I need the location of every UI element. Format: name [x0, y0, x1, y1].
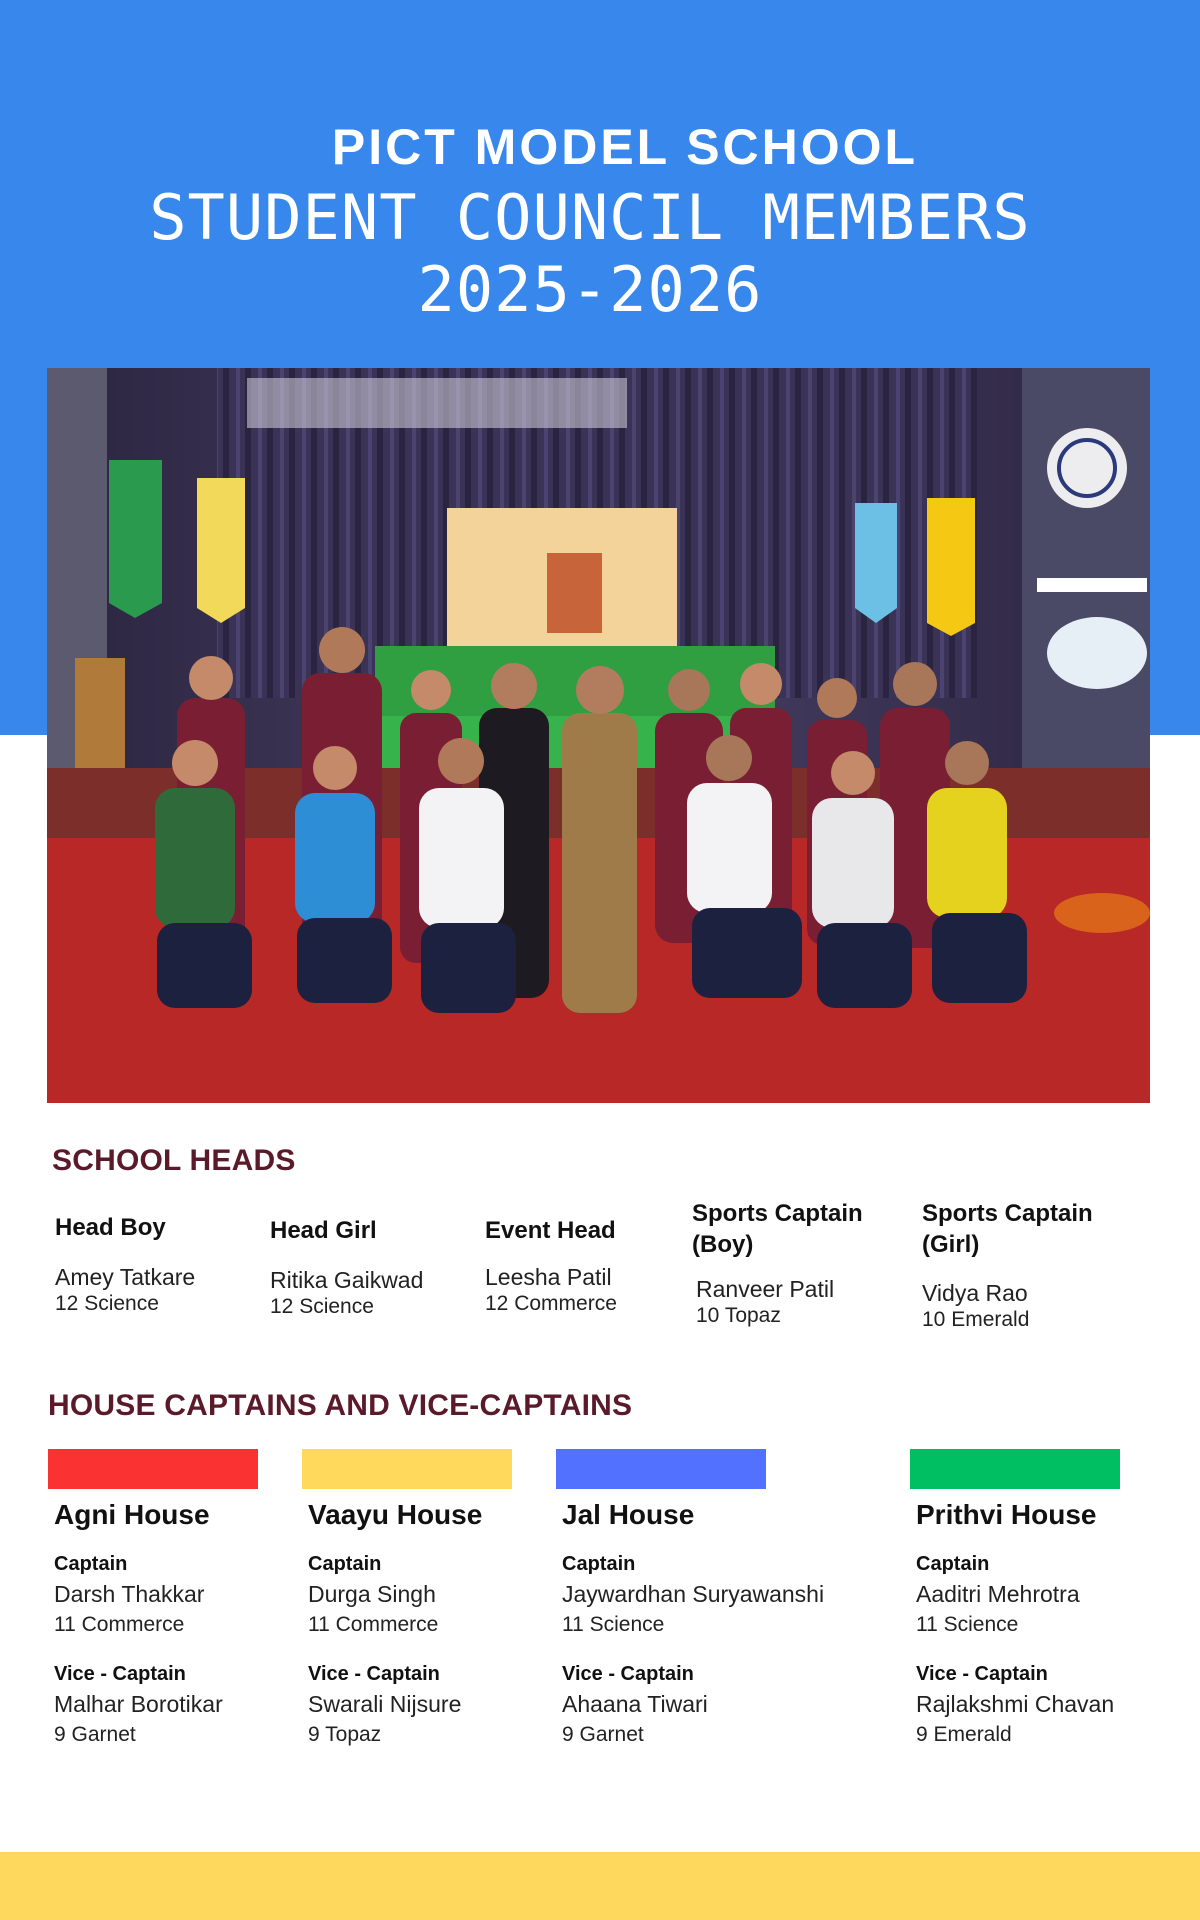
vice-captain-class: 9 Garnet: [54, 1723, 136, 1746]
screen-slide: [547, 553, 602, 633]
head-class: 10 Topaz: [696, 1304, 781, 1327]
head-card: [270, 1215, 470, 1320]
head-class: 12 Commerce: [485, 1292, 617, 1315]
group-photo-illustration: [47, 368, 1150, 1103]
vice-captain-class: 9 Topaz: [308, 1723, 382, 1746]
group-photo: [47, 368, 1150, 1103]
council-title: [0, 182, 1180, 326]
head-role: Sports Captain (Boy): [692, 1200, 863, 1258]
head-role: Head Boy: [55, 1214, 166, 1241]
council-title-year: 2025-2026: [417, 253, 763, 326]
vice-captain-name: Swarali Nijsure: [308, 1691, 462, 1717]
captain-name: Aaditri Mehrotra: [916, 1581, 1080, 1607]
house-color-bar: [48, 1449, 258, 1489]
captain-label: Captain: [54, 1553, 128, 1575]
head-role: Event Head: [485, 1217, 616, 1244]
captain-class: 11 Science: [562, 1613, 665, 1636]
head-card: [922, 1198, 1117, 1333]
head-name: Ranveer Patil: [696, 1276, 835, 1302]
flag-agni: [927, 498, 975, 636]
captain-name: Darsh Thakkar: [54, 1581, 205, 1607]
house-name: Prithvi House: [916, 1499, 1097, 1530]
school-name: PICT MODEL SCHOOL: [331, 119, 919, 175]
house-name: Agni House: [54, 1499, 210, 1530]
captain-name: Durga Singh: [308, 1581, 436, 1607]
house-captains-heading: HOUSE CAPTAINS AND VICE-CAPTAINS: [48, 1389, 633, 1422]
head-card: [692, 1198, 887, 1329]
head-role: Sports Captain (Girl): [922, 1200, 1093, 1258]
vice-captain-name: Rajlakshmi Chavan: [916, 1691, 1115, 1717]
captain-class: 11 Science: [916, 1613, 1019, 1636]
head-class: 12 Science: [270, 1295, 374, 1318]
head-name: Amey Tatkare: [55, 1264, 196, 1290]
house-color-bar: [302, 1449, 512, 1489]
side-wall-right: [1022, 368, 1150, 768]
head-name: Vidya Rao: [922, 1280, 1028, 1306]
head-class: 12 Science: [55, 1292, 159, 1315]
head-name: Leesha Patil: [485, 1264, 612, 1290]
footer-band: [0, 1852, 1200, 1920]
vice-captain-class: 9 Emerald: [916, 1723, 1012, 1746]
curtain-valance: [247, 378, 627, 428]
flag-vaayu: [197, 478, 245, 623]
house-color-bar: [910, 1449, 1120, 1489]
logo-tagline-strip: [1037, 578, 1147, 592]
council-title-line: STUDENT COUNCIL MEMBERS: [149, 181, 1031, 254]
house-card-prithvi: [910, 1449, 1180, 1749]
vice-captain-label: Vice - Captain: [916, 1663, 1048, 1685]
captain-name: Jaywardhan Suryawanshi: [562, 1581, 825, 1607]
head-role: Head Girl: [270, 1217, 377, 1244]
head-name: Ritika Gaikwad: [270, 1267, 424, 1293]
captain-class: 11 Commerce: [54, 1613, 185, 1636]
flag-jal: [855, 503, 897, 623]
nestling-logo: [1047, 617, 1147, 689]
captain-class: 11 Commerce: [308, 1613, 439, 1636]
flower-decoration: [1054, 893, 1150, 933]
head-class: 10 Emerald: [922, 1308, 1030, 1331]
captain-label: Captain: [562, 1553, 636, 1575]
captain-label: Captain: [916, 1553, 990, 1575]
flag-prithvi: [109, 460, 162, 618]
vice-captain-name: Malhar Borotikar: [54, 1691, 223, 1717]
vice-captain-label: Vice - Captain: [308, 1663, 440, 1685]
head-card: [55, 1212, 255, 1317]
captain-label: Captain: [308, 1553, 382, 1575]
vice-captain-name: Ahaana Tiwari: [562, 1691, 708, 1717]
house-color-bar: [556, 1449, 766, 1489]
house-card-jal: [556, 1449, 886, 1749]
vice-captain-label: Vice - Captain: [54, 1663, 186, 1685]
house-name: Jal House: [562, 1499, 695, 1530]
podium: [75, 658, 125, 768]
house-name: Vaayu House: [308, 1499, 483, 1530]
vice-captain-label: Vice - Captain: [562, 1663, 694, 1685]
head-card: [485, 1215, 685, 1317]
house-card-agni: [48, 1449, 288, 1749]
school-heads-heading: SCHOOL HEADS: [52, 1144, 296, 1177]
vice-captain-class: 9 Garnet: [562, 1723, 644, 1746]
house-card-vaayu: [302, 1449, 542, 1749]
